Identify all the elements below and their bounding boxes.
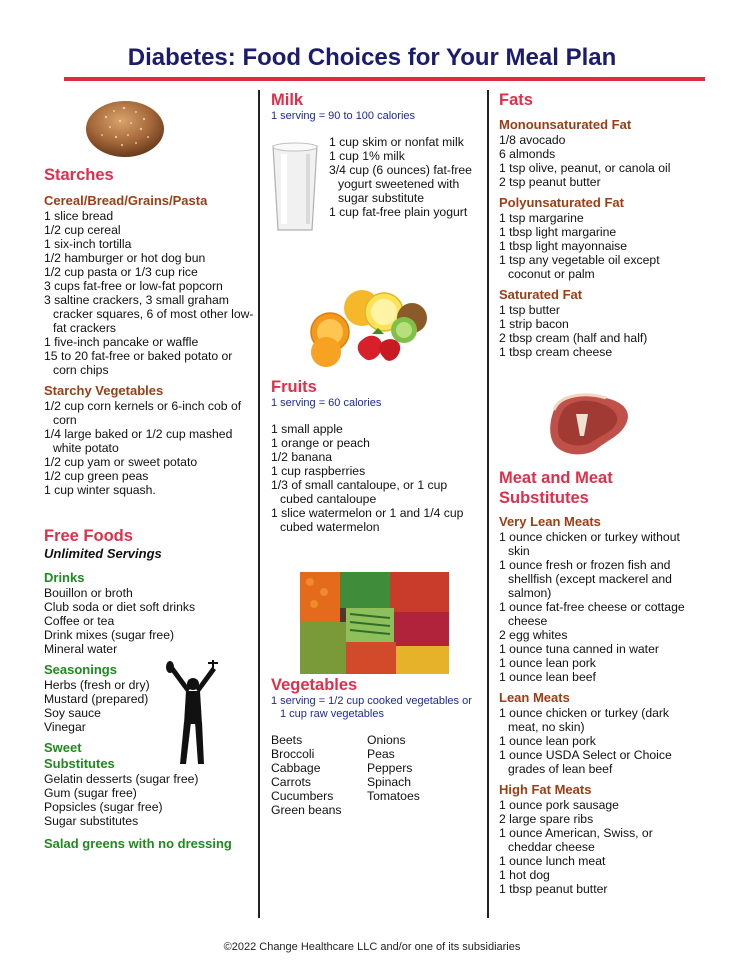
vegetables-list: [271, 733, 481, 817]
list-item: Mustard (prepared): [44, 692, 149, 706]
vegetables-col-1: [271, 733, 367, 817]
bread-roll-image: [84, 93, 166, 159]
list-item: 3/4 cup (6 ounces) fat-free yogurt sweetened with sugar substitute: [329, 163, 472, 205]
list-item: 1/2 banana: [271, 450, 332, 464]
list-item: 1 tbsp peanut butter: [499, 882, 608, 896]
list-item: Gelatin desserts (sugar free): [44, 772, 199, 786]
list-item: 1 ounce American, Swiss, or cheddar cheese: [499, 826, 653, 854]
lean-heading: Lean Meats: [499, 690, 570, 705]
starchy-veg-heading: Starchy Vegetables: [44, 383, 164, 398]
seasonings-list: [44, 678, 254, 734]
starchy-veg-list: [44, 399, 254, 497]
vegetables-col-2: [367, 733, 477, 817]
list-item: 1 tbsp light mayonnaise: [499, 239, 628, 253]
list-item: Vinegar: [44, 720, 86, 734]
list-item: 1 slice bread: [44, 209, 114, 223]
fruits-section: [271, 377, 481, 534]
list-item: Broccoli: [271, 747, 315, 761]
sweet-heading-line1: Sweet: [44, 740, 82, 755]
free-foods-subheading: Unlimited Servings: [44, 546, 162, 561]
sat-fat-list: [499, 303, 699, 359]
fruits-heading: Fruits: [271, 378, 317, 396]
list-item: 3 saltine crackers, 3 small graham cracker squares, 6 of most other low-fat crackers: [44, 293, 254, 335]
sweet-list: [44, 772, 254, 828]
list-item: 1 six-inch tortilla: [44, 237, 132, 251]
fruits-list: [271, 422, 481, 534]
steak-image: [546, 390, 634, 460]
list-item: 2 tsp peanut butter: [499, 175, 601, 189]
list-item: 15 to 20 fat-free or baked potato or corn chips: [44, 349, 233, 377]
meat-heading-line1: Meat and Meat: [499, 469, 613, 487]
cereal-list: [44, 209, 254, 377]
list-item: 1 ounce lean pork: [499, 656, 596, 670]
list-item: Beets: [271, 733, 303, 747]
drinks-list: [44, 586, 254, 656]
list-item: Green beans: [271, 803, 342, 817]
high-fat-list: [499, 798, 699, 896]
column-divider-left: [258, 90, 260, 918]
milk-serving: 1 serving = 90 to 100 calories: [271, 110, 416, 122]
milk-glass-image: [270, 140, 320, 234]
high-fat-heading: High Fat Meats: [499, 782, 592, 797]
poly-fat-list: [499, 211, 699, 281]
milk-list-block: [329, 135, 477, 219]
drinks-heading: Drinks: [44, 570, 85, 585]
starches-heading: Starches: [44, 166, 114, 184]
seasonings-heading: Seasonings: [44, 662, 117, 677]
list-item: 1 hot dog: [499, 868, 550, 882]
cereal-heading: Cereal/Bread/Grains/Pasta: [44, 193, 208, 208]
lean-list: [499, 706, 699, 776]
list-item: 1 small apple: [271, 422, 343, 436]
list-item: 1/2 hamburger or hot dog bun: [44, 251, 206, 265]
fruits-image: [304, 286, 444, 370]
list-item: 1 ounce lunch meat: [499, 854, 606, 868]
list-item: 1/3 of small cantaloupe, or 1 cup cubed cantaloupe: [271, 478, 448, 506]
list-item: 1/2 cup pasta or 1/3 cup rice: [44, 265, 198, 279]
list-item: Coffee or tea: [44, 614, 115, 628]
list-item: 6 almonds: [499, 147, 556, 161]
list-item: 1 cup winter squash.: [44, 483, 156, 497]
mono-fat-list: [499, 133, 699, 189]
list-item: 1 ounce lean beef: [499, 670, 596, 684]
list-item: 1 ounce pork sausage: [499, 798, 619, 812]
column-divider-right: [487, 90, 489, 918]
vegetables-image: [300, 572, 449, 674]
list-item: Spinach: [367, 775, 412, 789]
free-foods-heading: Free Foods: [44, 527, 133, 545]
copyright-footer: ©2022 Change Healthcare LLC and/or one of its subsidiaries: [223, 941, 521, 953]
milk-heading: Milk: [271, 91, 304, 109]
list-item: Cucumbers: [271, 789, 334, 803]
list-item: 1 slice watermelon or 1 and 1/4 cup cubed watermelon: [271, 506, 464, 534]
list-item: Drink mixes (sugar free): [44, 628, 175, 642]
starches-section: [44, 165, 254, 497]
list-item: 1 cup skim or nonfat milk: [329, 135, 464, 149]
list-item: Peas: [367, 747, 395, 761]
list-item: 1 tsp olive, peanut, or canola oil: [499, 161, 671, 175]
list-item: 1/8 avocado: [499, 133, 566, 147]
fats-heading: Fats: [499, 91, 533, 109]
list-item: Sugar substitutes: [44, 814, 139, 828]
list-item: 1 orange or peach: [271, 436, 370, 450]
page-title: Diabetes: Food Choices for Your Meal Plan: [127, 44, 617, 71]
list-item: 2 large spare ribs: [499, 812, 594, 826]
fruits-serving: 1 serving = 60 calories: [271, 397, 382, 409]
list-item: Popsicles (sugar free): [44, 800, 163, 814]
salad-note: Salad greens with no dressing: [44, 836, 232, 851]
milk-section: [271, 90, 481, 123]
list-item: 1 tbsp cream cheese: [499, 345, 613, 359]
poly-fat-heading: Polyunsaturated Fat: [499, 195, 624, 210]
list-item: 1 ounce tuna canned in water: [499, 642, 659, 656]
meat-heading-line2: Substitutes: [499, 489, 589, 507]
list-item: 1 ounce chicken or turkey (dark meat, no skin): [499, 706, 670, 734]
list-item: Club soda or diet soft drinks: [44, 600, 196, 614]
list-item: 1 ounce fat-free cheese or cottage cheese: [499, 600, 685, 628]
fats-section: [499, 90, 699, 359]
list-item: 2 egg whites: [499, 628, 568, 642]
list-item: 1 five-inch pancake or waffle: [44, 335, 199, 349]
list-item: Gum (sugar free): [44, 786, 137, 800]
list-item: Tomatoes: [367, 789, 420, 803]
list-item: Herbs (fresh or dry): [44, 678, 150, 692]
list-item: 1 tsp butter: [499, 303, 560, 317]
list-item: Soy sauce: [44, 706, 101, 720]
free-foods-section: [44, 526, 254, 852]
list-item: 1/2 cup corn kernels or 6-inch cob of corn: [44, 399, 242, 427]
very-lean-list: [499, 530, 699, 684]
list-item: 1/2 cup cereal: [44, 223, 121, 237]
list-item: 1 cup raspberries: [271, 464, 366, 478]
list-item: 1/4 large baked or 1/2 cup mashed white potato: [44, 427, 233, 455]
list-item: 1 tsp any vegetable oil except coconut or palm: [499, 253, 660, 281]
vegetables-section: [271, 675, 481, 817]
vegetables-serving: 1 serving = 1/2 cup cooked vegetables or 1 cup raw vegetables: [271, 695, 472, 720]
sat-fat-heading: Saturated Fat: [499, 287, 583, 302]
list-item: Peppers: [367, 761, 413, 775]
vegetables-serving-block: [271, 695, 481, 721]
vegetables-heading: Vegetables: [271, 676, 358, 694]
sweet-heading-line2: Substitutes: [44, 756, 115, 771]
list-item: 1 ounce fresh or frozen fish and shellfish (except mackerel and salmon): [499, 558, 672, 600]
list-item: 1 tbsp light margarine: [499, 225, 617, 239]
list-item: 1 ounce chicken or turkey without skin: [499, 530, 680, 558]
list-item: 3 cups fat-free or low-fat popcorn: [44, 279, 223, 293]
meat-section: [499, 468, 699, 896]
list-item: 1 ounce USDA Select or Choice grades of lean beef: [499, 748, 672, 776]
very-lean-heading: Very Lean Meats: [499, 514, 601, 529]
title-underline: [64, 77, 705, 81]
list-item: 1/2 cup yam or sweet potato: [44, 455, 198, 469]
list-item: 1 tsp margarine: [499, 211, 584, 225]
list-item: 1 cup fat-free plain yogurt: [329, 205, 468, 219]
milk-list: [329, 135, 477, 219]
list-item: 1/2 cup green peas: [44, 469, 149, 483]
list-item: Carrots: [271, 775, 311, 789]
list-item: Bouillon or broth: [44, 586, 133, 600]
list-item: 1 cup 1% milk: [329, 149, 405, 163]
list-item: 1 strip bacon: [499, 317, 569, 331]
list-item: Mineral water: [44, 642, 118, 656]
list-item: Onions: [367, 733, 406, 747]
list-item: Cabbage: [271, 761, 321, 775]
list-item: 1 ounce lean pork: [499, 734, 596, 748]
mono-fat-heading: Monounsaturated Fat: [499, 117, 632, 132]
list-item: 2 tbsp cream (half and half): [499, 331, 648, 345]
